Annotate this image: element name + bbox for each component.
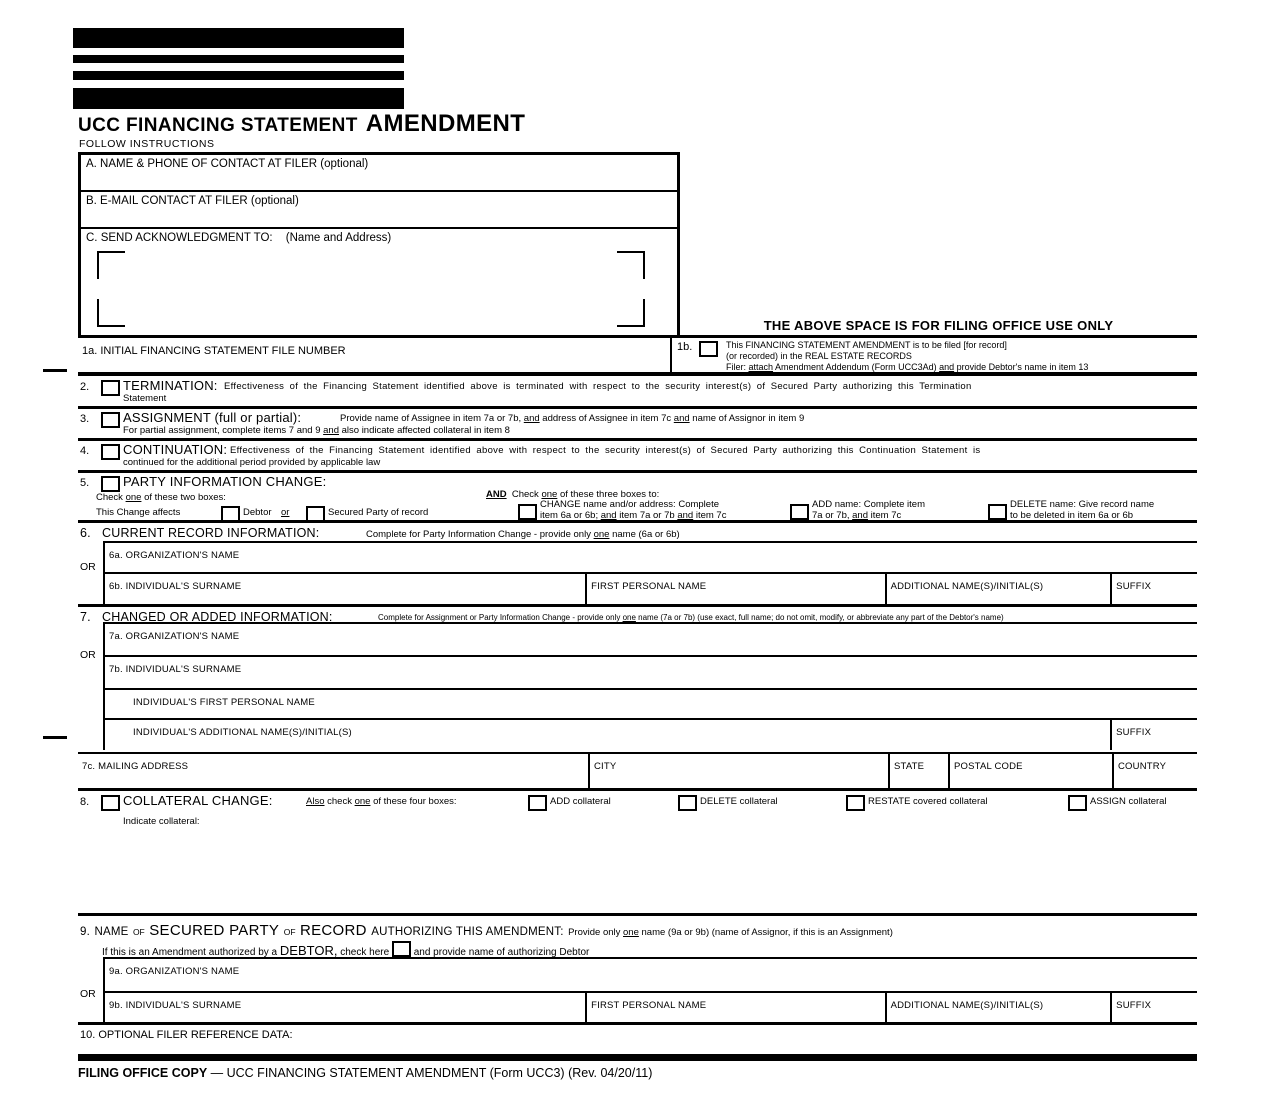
item-6-number: 6. (80, 526, 91, 540)
field-6b-surname[interactable] (105, 574, 585, 605)
registration-tick-top (43, 369, 67, 372)
follow-instructions-label: FOLLOW INSTRUCTIONS (79, 138, 215, 150)
field-7c-label: 7c. MAILING ADDRESS (82, 761, 189, 772)
change-name-address-option: CHANGE name and/or address: Complete item 6a or 6b; and item 7a or 7b and item 7c (540, 499, 727, 521)
restate-collateral-checkbox[interactable] (846, 795, 865, 811)
field-7b-additional-names[interactable] (105, 720, 1110, 750)
changed-added-desc: Complete for Assignment or Party Information Change - provide only one name (7a or 7b) (use exact, full name; do not omit, modify, or abbreviate any part of the Debtor's name) (378, 613, 1004, 622)
address-corner-bottom-left (97, 299, 125, 327)
footer-line (78, 1066, 652, 1080)
assignment-keyword: ASSIGNMENT (full or partial): (123, 410, 302, 425)
field-7b-suffix-label: SUFFIX (1116, 727, 1152, 738)
changed-added-keyword: CHANGED OR ADDED INFORMATION: (102, 610, 333, 624)
field-9b-surname[interactable] (105, 993, 585, 1023)
add-name-option: ADD name: Complete item 7a or 7b, and item 7c (812, 499, 925, 521)
item-1b-number: 1b. (677, 341, 693, 353)
field-9b-first-label: FIRST PERSONAL NAME (591, 1000, 707, 1011)
field-9b-additional-names[interactable] (885, 993, 1111, 1023)
field-7c-postal-code[interactable] (948, 754, 1112, 788)
continuation-checkbox[interactable] (101, 444, 120, 460)
item-5-number: 5. (80, 477, 90, 489)
section-3-assignment (78, 409, 1197, 441)
field-6b-suffix-label: SUFFIX (1116, 581, 1152, 592)
field-7c-city-label: CITY (594, 761, 617, 772)
field-7b-additional-label: INDIVIDUAL'S ADDITIONAL NAME(S)/INITIAL(S) (133, 727, 352, 738)
row-7-additional (105, 720, 1197, 750)
field-7b-first-name[interactable] (105, 690, 1197, 720)
field-7c-city[interactable] (588, 754, 888, 788)
party-information-change-checkbox[interactable] (101, 476, 120, 492)
restate-collateral-label: RESTATE covered collateral (868, 796, 988, 807)
logo-bar-2 (73, 55, 404, 63)
filing-office-use-notice: THE ABOVE SPACE IS FOR FILING OFFICE USE ONLY (763, 318, 1114, 333)
section-2-termination (78, 377, 1197, 409)
field-7b-first-label: INDIVIDUAL'S FIRST PERSONAL NAME (133, 697, 315, 708)
field-1a-initial-file-number[interactable] (78, 338, 672, 372)
section-6-current-record-information (78, 523, 1197, 607)
delete-name-checkbox[interactable] (988, 504, 1007, 520)
assign-collateral-label: ASSIGN collateral (1090, 796, 1167, 807)
item-9-number: 9. (80, 926, 90, 938)
registration-tick-bottom (43, 736, 67, 739)
termination-checkbox[interactable] (101, 380, 120, 396)
form-title-amendment: AMENDMENT (365, 110, 526, 137)
item-7-name-table (103, 622, 1197, 750)
collateral-description-area[interactable] (78, 831, 1191, 911)
termination-desc-2: Statement (123, 393, 167, 404)
form-title (78, 110, 525, 138)
row-6b (105, 574, 1197, 605)
field-7c-country[interactable] (1112, 754, 1197, 788)
item-10-label: 10. OPTIONAL FILER REFERENCE DATA: (80, 1029, 293, 1041)
field-9b-first-name[interactable] (585, 993, 884, 1023)
indicate-collateral-label: Indicate collateral: (123, 816, 200, 827)
address-corner-top-right (617, 251, 645, 279)
item-7-number: 7. (80, 610, 91, 624)
field-c-sublabel: (Name and Address) (285, 232, 392, 244)
delete-name-option: DELETE name: Give record name to be deleted in item 6a or 6b (1010, 499, 1155, 521)
party-information-change-keyword: PARTY INFORMATION CHANGE: (123, 474, 327, 489)
field-b-label: B. E-MAIL CONTACT AT FILER (optional) (86, 195, 299, 207)
assign-collateral-checkbox[interactable] (1068, 795, 1087, 811)
affects-debtor-checkbox[interactable] (221, 506, 240, 522)
three-boxes-prompt: AND Check one of these three boxes to: (486, 489, 660, 500)
item-1b-line1: This FINANCING STATEMENT AMENDMENT is to be filed [for record] (726, 340, 1007, 350)
row-9b (105, 993, 1197, 1023)
field-7c-state[interactable] (888, 754, 948, 788)
field-9b-suffix[interactable] (1110, 993, 1197, 1023)
footer-form-id: — UCC FINANCING STATEMENT AMENDMENT (Form UCC3) (Rev. 04/20/11) (210, 1066, 653, 1080)
section-4-continuation (78, 441, 1197, 473)
section-8-collateral-change (78, 791, 1197, 916)
field-9a-organization-name[interactable] (105, 959, 1197, 993)
item-6-or-label: OR (80, 561, 96, 573)
item-1b-line2: (or recorded) in the REAL ESTATE RECORDS (726, 351, 912, 361)
item-2-number: 2. (80, 381, 90, 393)
logo-bar-3 (73, 71, 404, 80)
current-record-desc: Complete for Party Information Change - provide only one name (6a or 6b) (366, 529, 680, 540)
assignment-checkbox[interactable] (101, 412, 120, 428)
termination-desc: Effectiveness of the Financing Statement identified above is terminated with respect to the security interest(s) of Secured Party authorizing this Termination (224, 381, 972, 392)
continuation-desc-2: continued for the additional period provided by applicable law (123, 457, 381, 468)
field-a-contact-name-phone[interactable] (81, 155, 677, 192)
field-7b-surname[interactable] (105, 657, 1197, 690)
field-6b-label: 6b. INDIVIDUAL'S SURNAME (109, 581, 242, 592)
change-name-address-checkbox[interactable] (518, 504, 537, 520)
field-a-label: A. NAME & PHONE OF CONTACT AT FILER (optional) (86, 158, 369, 170)
field-7c-country-label: COUNTRY (1118, 761, 1167, 772)
field-6b-suffix[interactable] (1110, 574, 1197, 605)
filer-contact-box (78, 152, 680, 338)
field-7c-state-label: STATE (894, 761, 925, 772)
real-estate-records-checkbox[interactable] (699, 341, 718, 357)
continuation-desc: Effectiveness of the Financing Statement identified above with respect to the security interest(s) of Secured Party authorizing this Continuation Statement is (230, 445, 981, 456)
row-7c-mailing (78, 752, 1197, 788)
item-9-name-table (103, 957, 1197, 1023)
row-1 (78, 338, 1197, 376)
add-name-checkbox[interactable] (790, 504, 809, 520)
field-b-contact-email[interactable] (81, 192, 677, 229)
section-7-changed-added-information (78, 607, 1197, 791)
field-6a-label: 6a. ORGANIZATION'S NAME (109, 550, 240, 561)
affects-debtor-label: Debtor (243, 507, 272, 518)
item-8-number: 8. (80, 796, 90, 808)
affects-or-label: or (281, 507, 290, 518)
field-6b-additional-names[interactable] (885, 574, 1111, 605)
form-title-main: UCC FINANCING STATEMENT (78, 115, 358, 136)
field-9b-suffix-label: SUFFIX (1116, 1000, 1152, 1011)
current-record-keyword: CURRENT RECORD INFORMATION: (102, 526, 320, 540)
item-6-name-table (103, 541, 1197, 605)
field-c-label: C. SEND ACKNOWLEDGMENT TO: (86, 232, 273, 244)
item-1b-text (726, 340, 1196, 373)
address-corner-bottom-right (617, 299, 645, 327)
section-9-secured-party (78, 916, 1197, 1025)
logo-bar-1 (73, 28, 404, 48)
collateral-change-keyword: COLLATERAL CHANGE: (123, 793, 273, 808)
termination-keyword: TERMINATION: (123, 378, 218, 393)
two-boxes-prompt: Check one of these two boxes: (96, 492, 226, 503)
field-9b-additional-label: ADDITIONAL NAME(S)/INITIAL(S) (890, 1000, 1044, 1011)
item-7-or-label: OR (80, 649, 96, 661)
item-1b-line3: Filer: attach Amendment Addendum (Form UCC3Ad) and provide Debtor's name in item 13 (726, 362, 1089, 372)
field-9b-label: 9b. INDIVIDUAL'S SURNAME (109, 1000, 242, 1011)
item-4-number: 4. (80, 445, 90, 457)
field-7c-postal-label: POSTAL CODE (954, 761, 1023, 772)
logo-bar-4 (73, 88, 404, 109)
section-5-party-information-change (78, 473, 1197, 523)
section-10-filer-reference[interactable] (78, 1025, 1197, 1054)
affects-secured-party-label: Secured Party of record (328, 507, 429, 518)
item-9-or-label: OR (80, 988, 96, 1000)
field-6b-first-name[interactable] (585, 574, 884, 605)
item-9-debtor-line: If this is an Amendment authorized by a DEBTOR, check here and provide name of authorizing Debtor (102, 943, 590, 958)
add-collateral-label: ADD collateral (550, 796, 611, 807)
field-7a-organization-name[interactable] (105, 624, 1197, 657)
assignment-desc-2: For partial assignment, complete items 7 and 9 and also indicate affected collateral in item 8 (123, 425, 510, 436)
field-7b-label: 7b. INDIVIDUAL'S SURNAME (109, 664, 242, 675)
continuation-keyword: CONTINUATION: (123, 442, 228, 457)
add-collateral-checkbox[interactable] (528, 795, 547, 811)
field-1a-label: 1a. INITIAL FINANCING STATEMENT FILE NUMBER (82, 345, 346, 357)
collateral-change-checkbox[interactable] (101, 795, 120, 811)
item-9-heading: 9. NAME OF SECURED PARTY OF RECORD AUTHORIZING THIS AMENDMENT: Provide only one name (9a or 9b) (name of Assignor, if this is an Assignment) (80, 922, 893, 939)
item-9-desc: Provide only one name (9a or 9b) (name of Assignor, if this is an Assignment) (568, 927, 893, 938)
field-7c-mailing-address[interactable] (78, 754, 588, 788)
field-6a-organization-name[interactable] (105, 543, 1197, 574)
field-7a-label: 7a. ORGANIZATION'S NAME (109, 631, 240, 642)
form-end-bar (78, 1054, 1197, 1061)
affects-secured-party-checkbox[interactable] (306, 506, 325, 522)
field-c-send-acknowledgment[interactable] (81, 229, 677, 335)
field-7b-suffix[interactable] (1110, 720, 1197, 750)
field-6b-additional-label: ADDITIONAL NAME(S)/INITIAL(S) (890, 581, 1044, 592)
authorized-by-debtor-checkbox[interactable] (392, 941, 411, 957)
change-affects-label: This Change affects (96, 507, 181, 518)
field-6b-first-label: FIRST PERSONAL NAME (591, 581, 707, 592)
address-corner-top-left (97, 251, 125, 279)
assignment-desc: Provide name of Assignee in item 7a or 7b, and address of Assignee in item 7c and name of Assignor in item 9 (340, 413, 805, 424)
delete-collateral-checkbox[interactable] (678, 795, 697, 811)
field-9a-label: 9a. ORGANIZATION'S NAME (109, 966, 240, 977)
delete-collateral-label: DELETE collateral (700, 796, 778, 807)
collateral-change-prompt: Also check one of these four boxes: (306, 796, 457, 807)
footer-copy-label: FILING OFFICE COPY (78, 1066, 208, 1080)
item-3-number: 3. (80, 413, 90, 425)
